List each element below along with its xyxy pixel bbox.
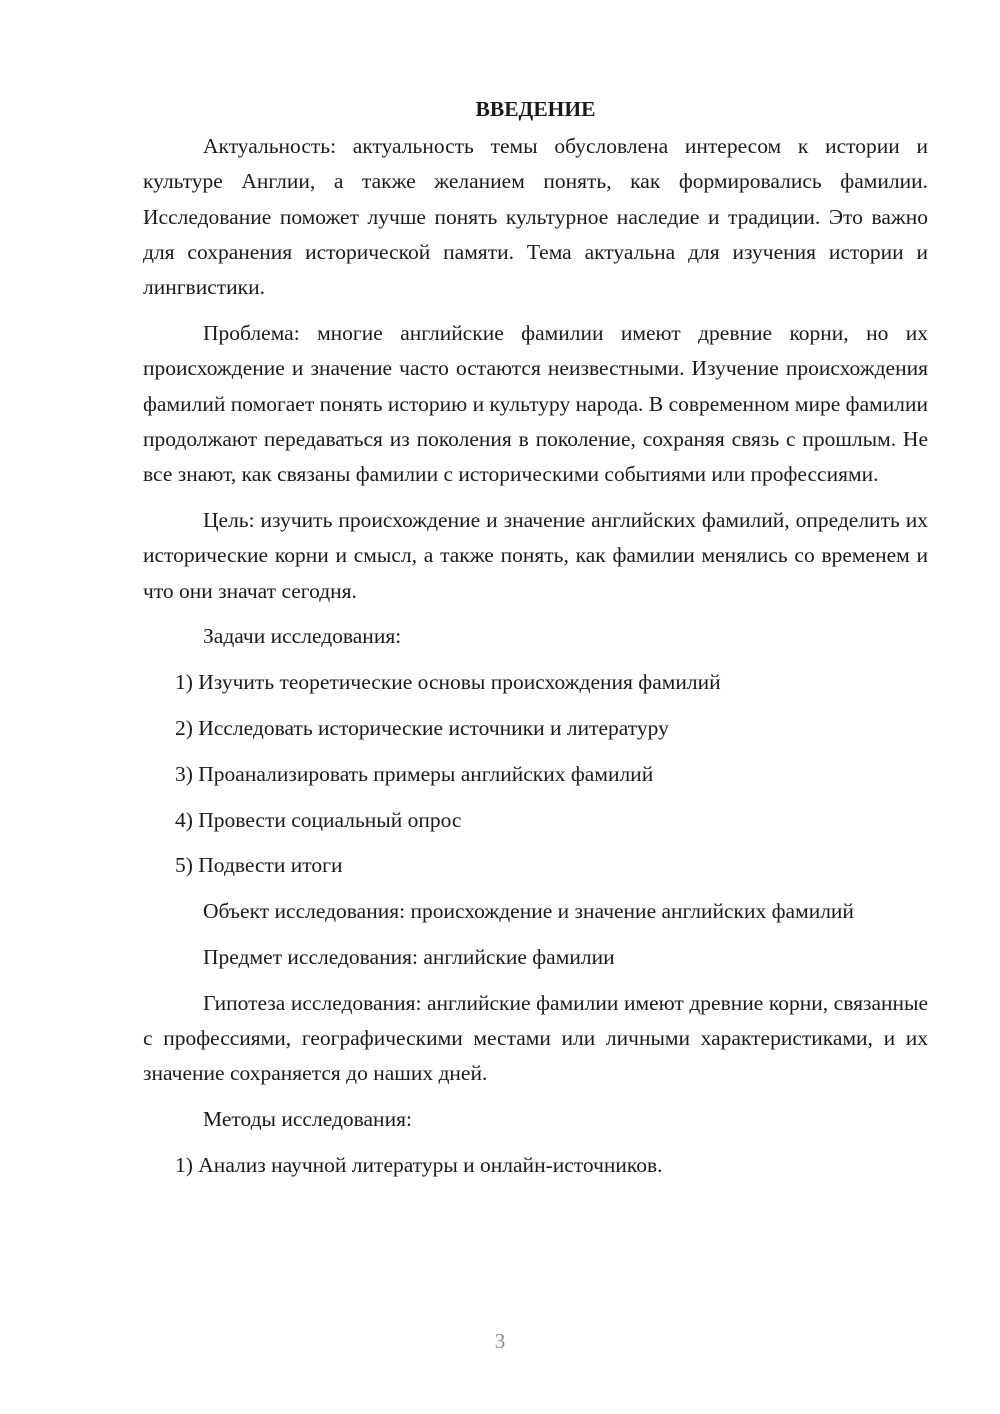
task-item: 5) Подвести итоги — [175, 853, 343, 878]
task-item: 3) Проанализировать примеры английских фамилий — [175, 761, 654, 786]
task-item: 4) Провести социальный опрос — [175, 807, 462, 832]
task-item: 2) Исследовать исторические источники и литературу — [175, 715, 669, 740]
section-title: ВВЕДЕНИЕ — [475, 97, 596, 121]
tasks-heading: Задачи исследования: — [203, 624, 402, 649]
document-page — [143, 92, 928, 1194]
object-paragraph: Объект исследования: происхождение и значение английских фамилий — [203, 899, 854, 924]
methods-heading: Методы исследования: — [203, 1107, 412, 1132]
relevance-paragraph: Актуальность: актуальность темы обусловлена интересом к истории и культуре Англии, а также желанием понять, как формировались фамилии. Исследование поможет лучше понять культурное наследие и традиции. Это важно для сохранения исторической памяти. Тема актуальна для изучения истории и лингвистики. — [143, 134, 928, 300]
method-item: 1) Анализ научной литературы и онлайн-источников. — [175, 1152, 663, 1177]
hypothesis-paragraph: Гипотеза исследования: английские фамилии имеют древние корни, связанные с профессиями, географическими местами или личными характеристиками, и их значение сохраняется до наших дней. — [143, 990, 928, 1086]
page-number: 3 — [494, 1329, 506, 1353]
problem-paragraph: Проблема: многие английские фамилии имеют древние корни, но их происхождение и значение часто остаются неизвестными. Изучение происхождения фамилий помогает понять историю и культуру народа. В современном мире фамилии продолжают передаваться из поколения в поколение, сохраняя связь с прошлым. Не все знают, как связаны фамилии с историческими событиями или профессиями. — [143, 320, 928, 487]
subject-paragraph: Предмет исследования: английские фамилии — [203, 944, 615, 969]
goal-paragraph: Цель: изучить происхождение и значение английских фамилий, определить их исторические корни и смысл, а также понять, как фамилии менялись со временем и что они значат сегодня. — [143, 507, 928, 603]
task-item: 1) Изучить теоретические основы происхождения фамилий — [175, 670, 721, 695]
